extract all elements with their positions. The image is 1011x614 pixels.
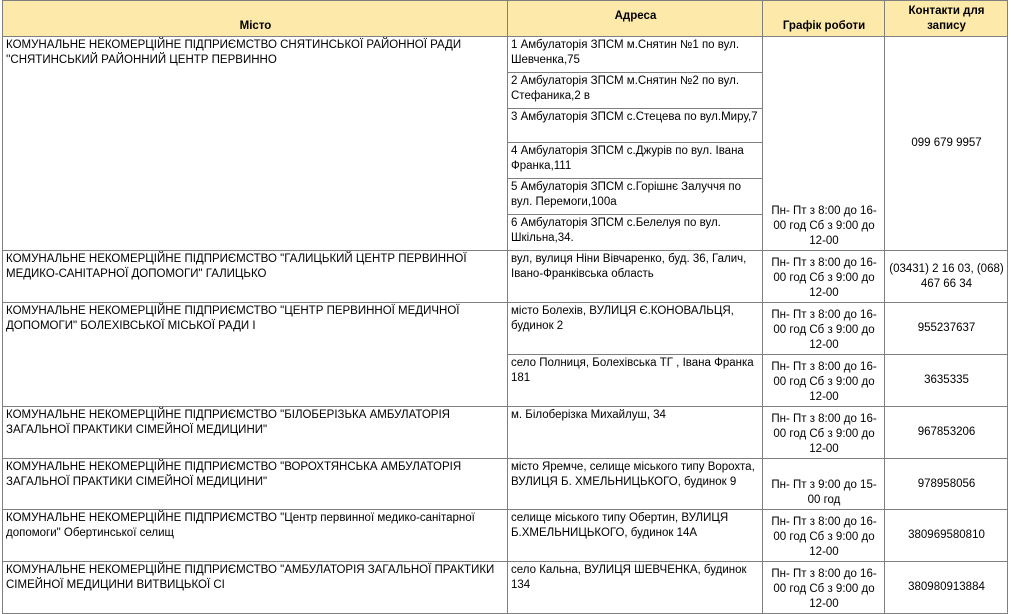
address-cell: 5 Амбулаторія ЗПСМ с.Горішнє Залуччя по вул. Перемоги,100а bbox=[508, 179, 763, 215]
address-cell: місто Болехів, ВУЛИЦЯ Є.КОНОВАЛЬЦЯ, будинок 2 bbox=[508, 303, 763, 355]
schedule-cell: Пн- Пт з 8:00 до 16-00 год Сб з 9:00 до 12-00 bbox=[763, 562, 885, 614]
contact-cell: 380980913884 bbox=[885, 562, 1008, 614]
address-cell: вул, вулиця Ніни Вівчаренко, буд. 36, Галич, Івано-Франківська область bbox=[508, 251, 763, 303]
schedule-cell: Пн- Пт з 8:00 до 16-00 год Сб з 9:00 до 12-00 bbox=[763, 37, 885, 251]
schedule-cell: Пн- Пт з 8:00 до 16-00 год Сб з 9:00 до 12-00 bbox=[763, 407, 885, 459]
schedule-cell: Пн- Пт з 8:00 до 16-00 год Сб з 9:00 до 12-00 bbox=[763, 251, 885, 303]
schedule-cell: Пн- Пт з 8:00 до 16-00 год Сб з 9:00 до 12-00 bbox=[763, 303, 885, 355]
table-row bbox=[3, 510, 1008, 562]
header-address: Адреса bbox=[508, 1, 763, 37]
address-cell: м. Білоберізка Михайлуш, 34 bbox=[508, 407, 763, 459]
table-row bbox=[3, 459, 1008, 510]
facility-name: КОМУНАЛЬНЕ НЕКОМЕРЦІЙНЕ ПІДПРИЄМСТВО "АМБУЛАТОРІЯ ЗАГАЛЬНОЇ ПРАКТИКИ СІМЕЙНОЇ МЕДИЦИНИ ВИТВИЦЬКОЇ СІ bbox=[3, 562, 508, 614]
contact-cell: 380969580810 bbox=[885, 510, 1008, 562]
contact-cell: 3635335 bbox=[885, 355, 1008, 407]
header-city: Місто bbox=[3, 1, 508, 37]
table-row bbox=[3, 303, 1008, 355]
address-cell: 2 Амбулаторія ЗПСМ м.Снятин №2 по вул. Стефаника,2 в bbox=[508, 73, 763, 109]
header-row bbox=[3, 1, 1008, 37]
contact-cell: 955237637 bbox=[885, 303, 1008, 355]
address-cell: 6 Амбулаторія ЗПСМ с.Белелуя по вул. Шкільна,34. bbox=[508, 215, 763, 251]
address-cell: село Кальна, ВУЛИЦЯ ШЕВЧЕНКА, будинок 134 bbox=[508, 562, 763, 614]
contact-cell: 099 679 9957 bbox=[885, 37, 1008, 251]
schedule-cell: Пн- Пт з 8:00 до 16-00 год Сб з 9:00 до 12-00 bbox=[763, 355, 885, 407]
address-cell: село Полниця, Болехівська ТГ , Івана Франка 181 bbox=[508, 355, 763, 407]
facility-name: КОМУНАЛЬНЕ НЕКОМЕРЦІЙНЕ ПІДПРИЄМСТВО "ВОРОХТЯНСЬКА АМБУЛАТОРІЯ ЗАГАЛЬНОЇ ПРАКТИКИ СІМЕЙНОЇ МЕДИЦИНИ" bbox=[3, 459, 508, 510]
address-cell: 1 Амбулаторія ЗПСМ м.Снятин №1 по вул. Шевченка,75 bbox=[508, 37, 763, 73]
facility-name: КОМУНАЛЬНЕ НЕКОМЕРЦІЙНЕ ПІДПРИЄМСТВО "ГАЛИЦЬКИЙ ЦЕНТР ПЕРВИННОЇ МЕДИКО-САНІТАРНОЇ ДОПОМОГИ" ГАЛИЦЬКО bbox=[3, 251, 508, 303]
schedule-cell: Пн- Пт з 8:00 до 16-00 год Сб з 9:00 до 12-00 bbox=[763, 510, 885, 562]
address-cell: 3 Амбулаторія ЗПСМ с.Стецева по вул.Миру,7 bbox=[508, 109, 763, 143]
contact-cell: 978958056 bbox=[885, 459, 1008, 510]
header-schedule: Графік роботи bbox=[763, 1, 885, 37]
header-contacts: Контакти для запису bbox=[885, 1, 1008, 37]
facility-name: КОМУНАЛЬНЕ НЕКОМЕРЦІЙНЕ ПІДПРИЄМСТВО СНЯТИНСЬКОЇ РАЙОННОЇ РАДИ ''СНЯТИНСЬКИЙ РАЙОННИЙ ЦЕНТР ПЕРВИННО bbox=[3, 37, 508, 251]
table-row bbox=[3, 251, 1008, 303]
clinics-table bbox=[2, 0, 1008, 614]
address-cell: селище міського типу Обертин, ВУЛИЦЯ Б.ХМЕЛЬНИЦЬКОГО, будинок 14А bbox=[508, 510, 763, 562]
schedule-cell: Пн- Пт з 9:00 до 15-00 год bbox=[763, 459, 885, 510]
contact-cell: 967853206 bbox=[885, 407, 1008, 459]
table-row bbox=[3, 37, 1008, 73]
facility-name: КОМУНАЛЬНЕ НЕКОМЕРЦІЙНЕ ПІДПРИЄМСТВО "БІЛОБЕРІЗЬКА АМБУЛАТОРІЯ ЗАГАЛЬНОЇ ПРАКТИКИ СІМЕЙНОЇ МЕДИЦИНИ" bbox=[3, 407, 508, 459]
address-cell: 4 Амбулаторія ЗПСМ с.Джурів по вул. Івана Франка,111 bbox=[508, 143, 763, 179]
address-cell: місто Яремче, селище міського типу Ворохта, ВУЛИЦЯ Б. ХМЕЛЬНИЦЬКОГО, будинок 9 bbox=[508, 459, 763, 510]
facility-name: КОМУНАЛЬНЕ НЕКОМЕРЦІЙНЕ ПІДПРИЄМСТВО "ЦЕНТР ПЕРВИННОЇ МЕДИЧНОЇ ДОПОМОГИ" БОЛЕХІВСЬКОЇ МІСЬКОЇ РАДИ І bbox=[3, 303, 508, 407]
contact-cell: (03431) 2 16 03, (068) 467 66 34 bbox=[885, 251, 1008, 303]
facility-name: КОМУНАЛЬНЕ НЕКОМЕРЦІЙНЕ ПІДПРИЄМСТВО "Центр первинної медико-санітарної допомоги" Обертинської селищ bbox=[3, 510, 508, 562]
table-row bbox=[3, 407, 1008, 459]
